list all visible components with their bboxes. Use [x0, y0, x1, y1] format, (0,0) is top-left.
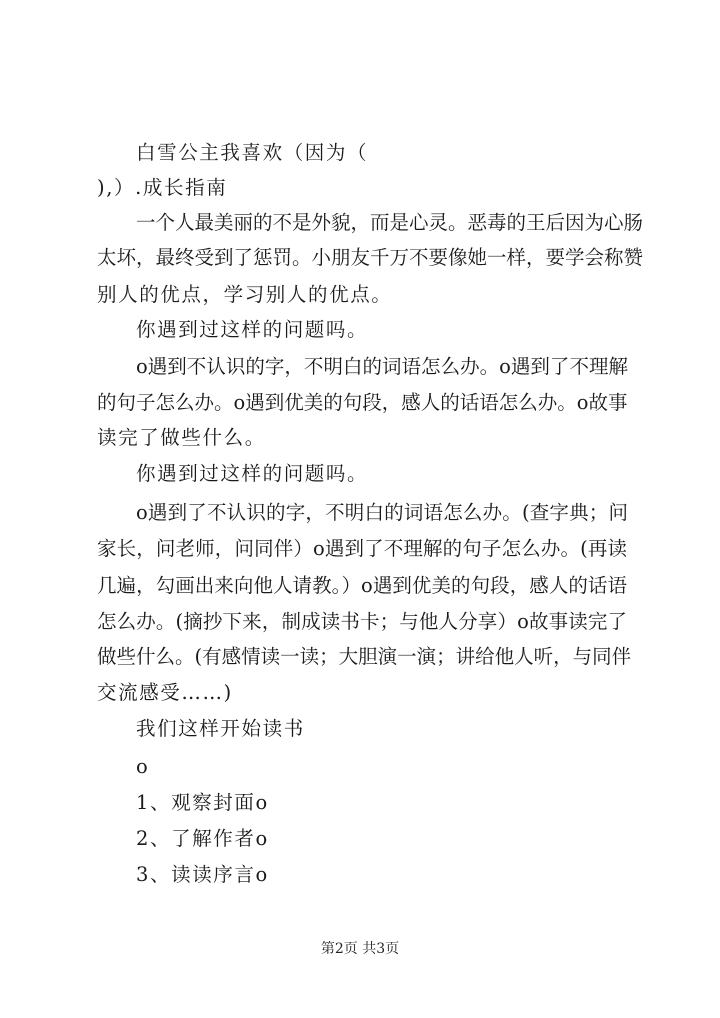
text-line: 太坏，最终受到了惩罚。小朋友千万不要像她一样，要学会称赞 [97, 246, 644, 269]
text-line: 怎么办。(摘抄下来，制成读书卡；与他人分享）o故事读完了 [97, 610, 627, 633]
text-line: 你遇到过这样的问题吗。 [136, 462, 369, 485]
text-line: 你遇到过这样的问题吗。 [136, 318, 369, 341]
text-line: o遇到了不认识的字，不明白的词语怎么办。(查字典；问 [136, 501, 628, 524]
text-line: o遇到不认识的字，不明白的词语怎么办。o遇到了不理解 [136, 355, 628, 378]
text-line: 一个人最美丽的不是外貌，而是心灵。恶毒的王后因为心肠 [136, 211, 644, 234]
list-item: 2、了解作者o [136, 827, 269, 850]
text-line: 几遍，勾画出来向他人请教。）o遇到优美的句段，感人的话语 [97, 574, 627, 597]
text-line: 做些什么。(有感情读一读；大胆演一演；讲给他人听，与同伴 [97, 645, 632, 668]
text-line: 的句子怎么办。o遇到优美的句段，感人的话语怎么办。o故事 [97, 391, 628, 414]
text-line: 别人的优点，学习别人的优点。 [97, 283, 393, 306]
text-line: ),）.成长指南 [97, 176, 228, 199]
text-line: 读完了做些什么。 [97, 426, 266, 449]
text-line: 白雪公主我喜欢（因为（ [136, 141, 369, 164]
page-number-footer: 第2页 共3页 [320, 941, 400, 957]
section-heading: 我们这样开始读书 [136, 717, 305, 740]
list-item: 3、读读序言o [136, 863, 269, 886]
text-line: 家长，问老师，问同伴）o遇到了不理解的句子怎么办。(再读 [97, 537, 627, 560]
list-item: 1、观察封面o [136, 791, 269, 814]
text-line: o [136, 755, 150, 778]
text-line: 交流感受……) [97, 681, 233, 704]
